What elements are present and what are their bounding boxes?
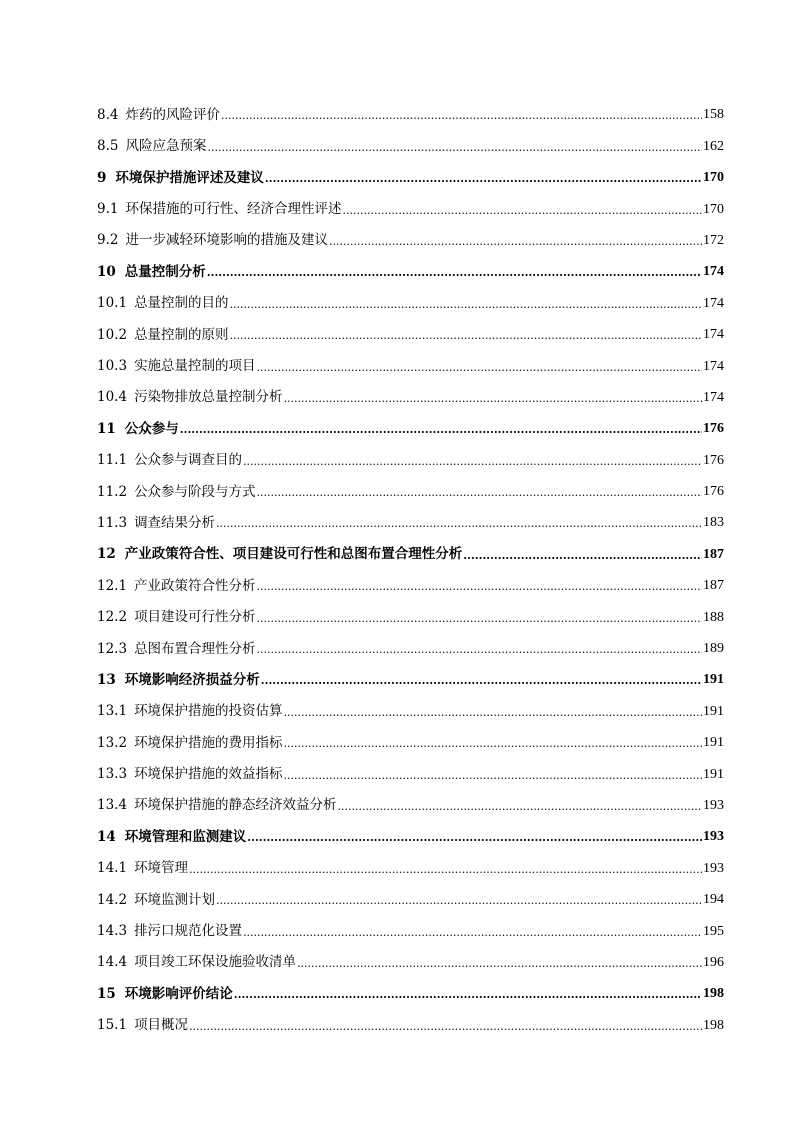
toc-entry-title: 公众参与调查目的 — [134, 452, 243, 469]
toc-entry-title: 炸药的风险评价 — [125, 106, 220, 123]
dot-leader — [257, 487, 702, 499]
toc-section-entry[interactable] — [97, 562, 724, 593]
toc-entry-title: 项目概况 — [134, 1017, 189, 1034]
toc-entry-title: 环境保护措施的静态经济效益分析 — [134, 797, 337, 814]
toc-entry-number: 8.5 — [97, 138, 119, 155]
toc-entry-title: 总量控制的原则 — [134, 326, 229, 343]
toc-chapter-entry[interactable] — [97, 813, 724, 844]
toc-chapter-entry[interactable] — [97, 970, 724, 1001]
dot-leader — [257, 613, 702, 625]
toc-chapter-entry[interactable] — [97, 405, 724, 436]
toc-entry-page-number: 176 — [703, 421, 724, 437]
toc-entry-page-number: 198 — [703, 1017, 724, 1033]
toc-entry-title: 环境监测计划 — [134, 891, 216, 908]
toc-section-entry[interactable] — [97, 468, 724, 499]
toc-section-entry[interactable] — [97, 719, 724, 750]
toc-entry-title: 产业政策符合性、项目建设可行性和总图布置合理性分析 — [124, 546, 463, 563]
toc-section-entry[interactable] — [97, 122, 724, 153]
dot-leader — [221, 110, 702, 122]
dot-leader — [230, 299, 702, 311]
toc-entry-title: 排污口规范化设置 — [134, 923, 243, 940]
toc-entry-number: 9 — [97, 169, 107, 186]
toc-entry-number: 15.1 — [97, 1017, 128, 1034]
toc-entry-page-number: 174 — [703, 295, 724, 311]
dot-leader — [257, 581, 702, 593]
toc-section-entry[interactable] — [97, 939, 724, 970]
dot-leader — [463, 550, 702, 562]
toc-entry-page-number: 174 — [703, 264, 724, 280]
toc-entry-title: 环境保护措施评述及建议 — [115, 169, 264, 186]
toc-entry-page-number: 194 — [703, 892, 724, 908]
dot-leader — [257, 644, 702, 656]
toc-entry-number: 12 — [97, 546, 116, 563]
dot-leader — [338, 801, 702, 813]
toc-entry-page-number: 191 — [703, 735, 724, 751]
toc-entry-page-number: 174 — [703, 389, 724, 405]
toc-section-entry[interactable] — [97, 185, 724, 216]
toc-entry-title: 产业政策符合性分析 — [134, 577, 256, 594]
dot-leader — [180, 424, 702, 436]
toc-entry-page-number: 187 — [703, 546, 724, 562]
toc-entry-number: 13.1 — [97, 703, 128, 720]
toc-section-entry[interactable] — [97, 342, 724, 373]
toc-entry-number: 13 — [97, 671, 116, 688]
toc-section-entry[interactable] — [97, 311, 724, 342]
toc-entry-number: 11.2 — [97, 483, 128, 500]
toc-section-entry[interactable] — [97, 499, 724, 530]
toc-entry-page-number: 170 — [703, 201, 724, 217]
toc-entry-title: 环境管理 — [134, 860, 189, 877]
toc-entry-title: 环境影响评价结论 — [124, 985, 233, 1002]
toc-entry-number: 12.3 — [97, 640, 128, 657]
toc-entry-title: 项目建设可行性分析 — [134, 609, 256, 626]
toc-entry-number: 10 — [97, 263, 116, 280]
toc-section-entry[interactable] — [97, 91, 724, 122]
toc-section-entry[interactable] — [97, 844, 724, 875]
toc-entry-number: 14.4 — [97, 954, 128, 971]
toc-entry-page-number: 176 — [703, 452, 724, 468]
toc-entry-page-number: 195 — [703, 923, 724, 939]
toc-entry-page-number: 172 — [703, 232, 724, 248]
toc-section-entry[interactable] — [97, 217, 724, 248]
toc-entry-number: 14.2 — [97, 891, 128, 908]
toc-entry-page-number: 191 — [703, 766, 724, 782]
toc-entry-number: 13.3 — [97, 766, 128, 783]
toc-entry-title: 总量控制的目的 — [134, 295, 229, 312]
toc-entry-page-number: 176 — [703, 484, 724, 500]
dot-leader — [207, 142, 702, 154]
toc-entry-number: 9.2 — [97, 232, 119, 249]
dot-leader — [243, 927, 702, 939]
toc-entry-title: 调查结果分析 — [134, 514, 216, 531]
toc-entry-page-number: 189 — [703, 641, 724, 657]
toc-entry-page-number: 193 — [703, 797, 724, 813]
toc-entry-page-number: 193 — [703, 860, 724, 876]
toc-entry-title: 公众参与 — [124, 420, 179, 437]
toc-entry-number: 14.1 — [97, 860, 128, 877]
toc-chapter-entry[interactable] — [97, 248, 724, 279]
toc-entry-number: 8.4 — [97, 106, 119, 123]
toc-chapter-entry[interactable] — [97, 656, 724, 687]
toc-entry-page-number: 170 — [703, 170, 724, 186]
toc-entry-number: 12.1 — [97, 577, 128, 594]
dot-leader — [329, 236, 702, 248]
toc-section-entry[interactable] — [97, 593, 724, 624]
dot-leader — [284, 738, 702, 750]
toc-entry-page-number: 196 — [703, 954, 724, 970]
toc-entry-page-number: 198 — [703, 986, 724, 1002]
toc-entry-page-number: 162 — [703, 138, 724, 154]
dot-leader — [265, 173, 702, 185]
toc-entry-title: 进一步减轻环境影响的措施及建议 — [125, 232, 328, 249]
dot-leader — [189, 864, 702, 876]
toc-section-entry[interactable] — [97, 782, 724, 813]
toc-entry-number: 14 — [97, 828, 116, 845]
toc-chapter-entry[interactable] — [97, 154, 724, 185]
toc-entry-title: 项目竣工环保设施验收清单 — [134, 954, 297, 971]
toc-entry-page-number: 191 — [703, 672, 724, 688]
toc-entry-title: 公众参与阶段与方式 — [134, 483, 256, 500]
toc-section-entry[interactable] — [97, 687, 724, 718]
dot-leader — [284, 770, 702, 782]
toc-entry-title: 实施总量控制的项目 — [134, 358, 256, 375]
dot-leader — [189, 1021, 702, 1033]
dot-leader — [342, 205, 702, 217]
toc-entry-number: 15 — [97, 985, 116, 1002]
toc-entry-number: 12.2 — [97, 609, 128, 626]
dot-leader — [284, 707, 702, 719]
toc-entry-title: 环保措施的可行性、经济合理性评述 — [125, 201, 342, 218]
toc-entry-page-number: 188 — [703, 609, 724, 625]
toc-section-entry[interactable] — [97, 907, 724, 938]
dot-leader — [234, 989, 702, 1001]
toc-entry-title: 风险应急预案 — [125, 138, 207, 155]
toc-entry-title: 环境管理和监测建议 — [124, 828, 247, 845]
toc-entry-number: 11.3 — [97, 514, 128, 531]
toc-section-entry[interactable] — [97, 436, 724, 467]
toc-section-entry[interactable] — [97, 1001, 724, 1032]
toc-entry-title: 环境保护措施的效益指标 — [134, 766, 283, 783]
dot-leader — [216, 895, 702, 907]
toc-entry-number: 13.4 — [97, 797, 128, 814]
toc-section-entry[interactable] — [97, 279, 724, 310]
dot-leader — [216, 518, 702, 530]
dot-leader — [261, 675, 702, 687]
dot-leader — [243, 456, 702, 468]
table-of-contents — [97, 91, 724, 1033]
toc-entry-number: 9.1 — [97, 201, 119, 218]
dot-leader — [297, 958, 702, 970]
toc-entry-page-number: 187 — [703, 578, 724, 594]
toc-entry-title: 环境保护措施的费用指标 — [134, 734, 283, 751]
toc-section-entry[interactable] — [97, 876, 724, 907]
toc-entry-page-number: 191 — [703, 703, 724, 719]
toc-section-entry[interactable] — [97, 625, 724, 656]
toc-entry-number: 10.2 — [97, 326, 128, 343]
toc-entry-page-number: 183 — [703, 515, 724, 531]
toc-entry-title: 总量控制分析 — [124, 263, 206, 280]
toc-entry-page-number: 158 — [703, 107, 724, 123]
toc-entry-title: 总图布置合理性分析 — [134, 640, 256, 657]
toc-entry-number: 11.1 — [97, 452, 128, 469]
dot-leader — [247, 832, 702, 844]
dot-leader — [230, 330, 702, 342]
toc-entry-number: 10.4 — [97, 389, 128, 406]
toc-entry-number: 11 — [97, 420, 116, 437]
toc-entry-page-number: 193 — [703, 829, 724, 845]
toc-entry-number: 10.3 — [97, 358, 128, 375]
toc-entry-page-number: 174 — [703, 327, 724, 343]
toc-entry-number: 13.2 — [97, 734, 128, 751]
toc-entry-page-number: 174 — [703, 358, 724, 374]
toc-entry-title: 污染物排放总量控制分析 — [134, 389, 283, 406]
dot-leader — [257, 362, 702, 374]
toc-chapter-entry[interactable] — [97, 530, 724, 561]
toc-entry-title: 环境保护措施的投资估算 — [134, 703, 283, 720]
dot-leader — [207, 267, 702, 279]
toc-section-entry[interactable] — [97, 374, 724, 405]
toc-entry-number: 14.3 — [97, 923, 128, 940]
dot-leader — [284, 393, 702, 405]
toc-entry-title: 环境影响经济损益分析 — [124, 671, 260, 688]
toc-entry-number: 10.1 — [97, 295, 128, 312]
toc-section-entry[interactable] — [97, 750, 724, 781]
